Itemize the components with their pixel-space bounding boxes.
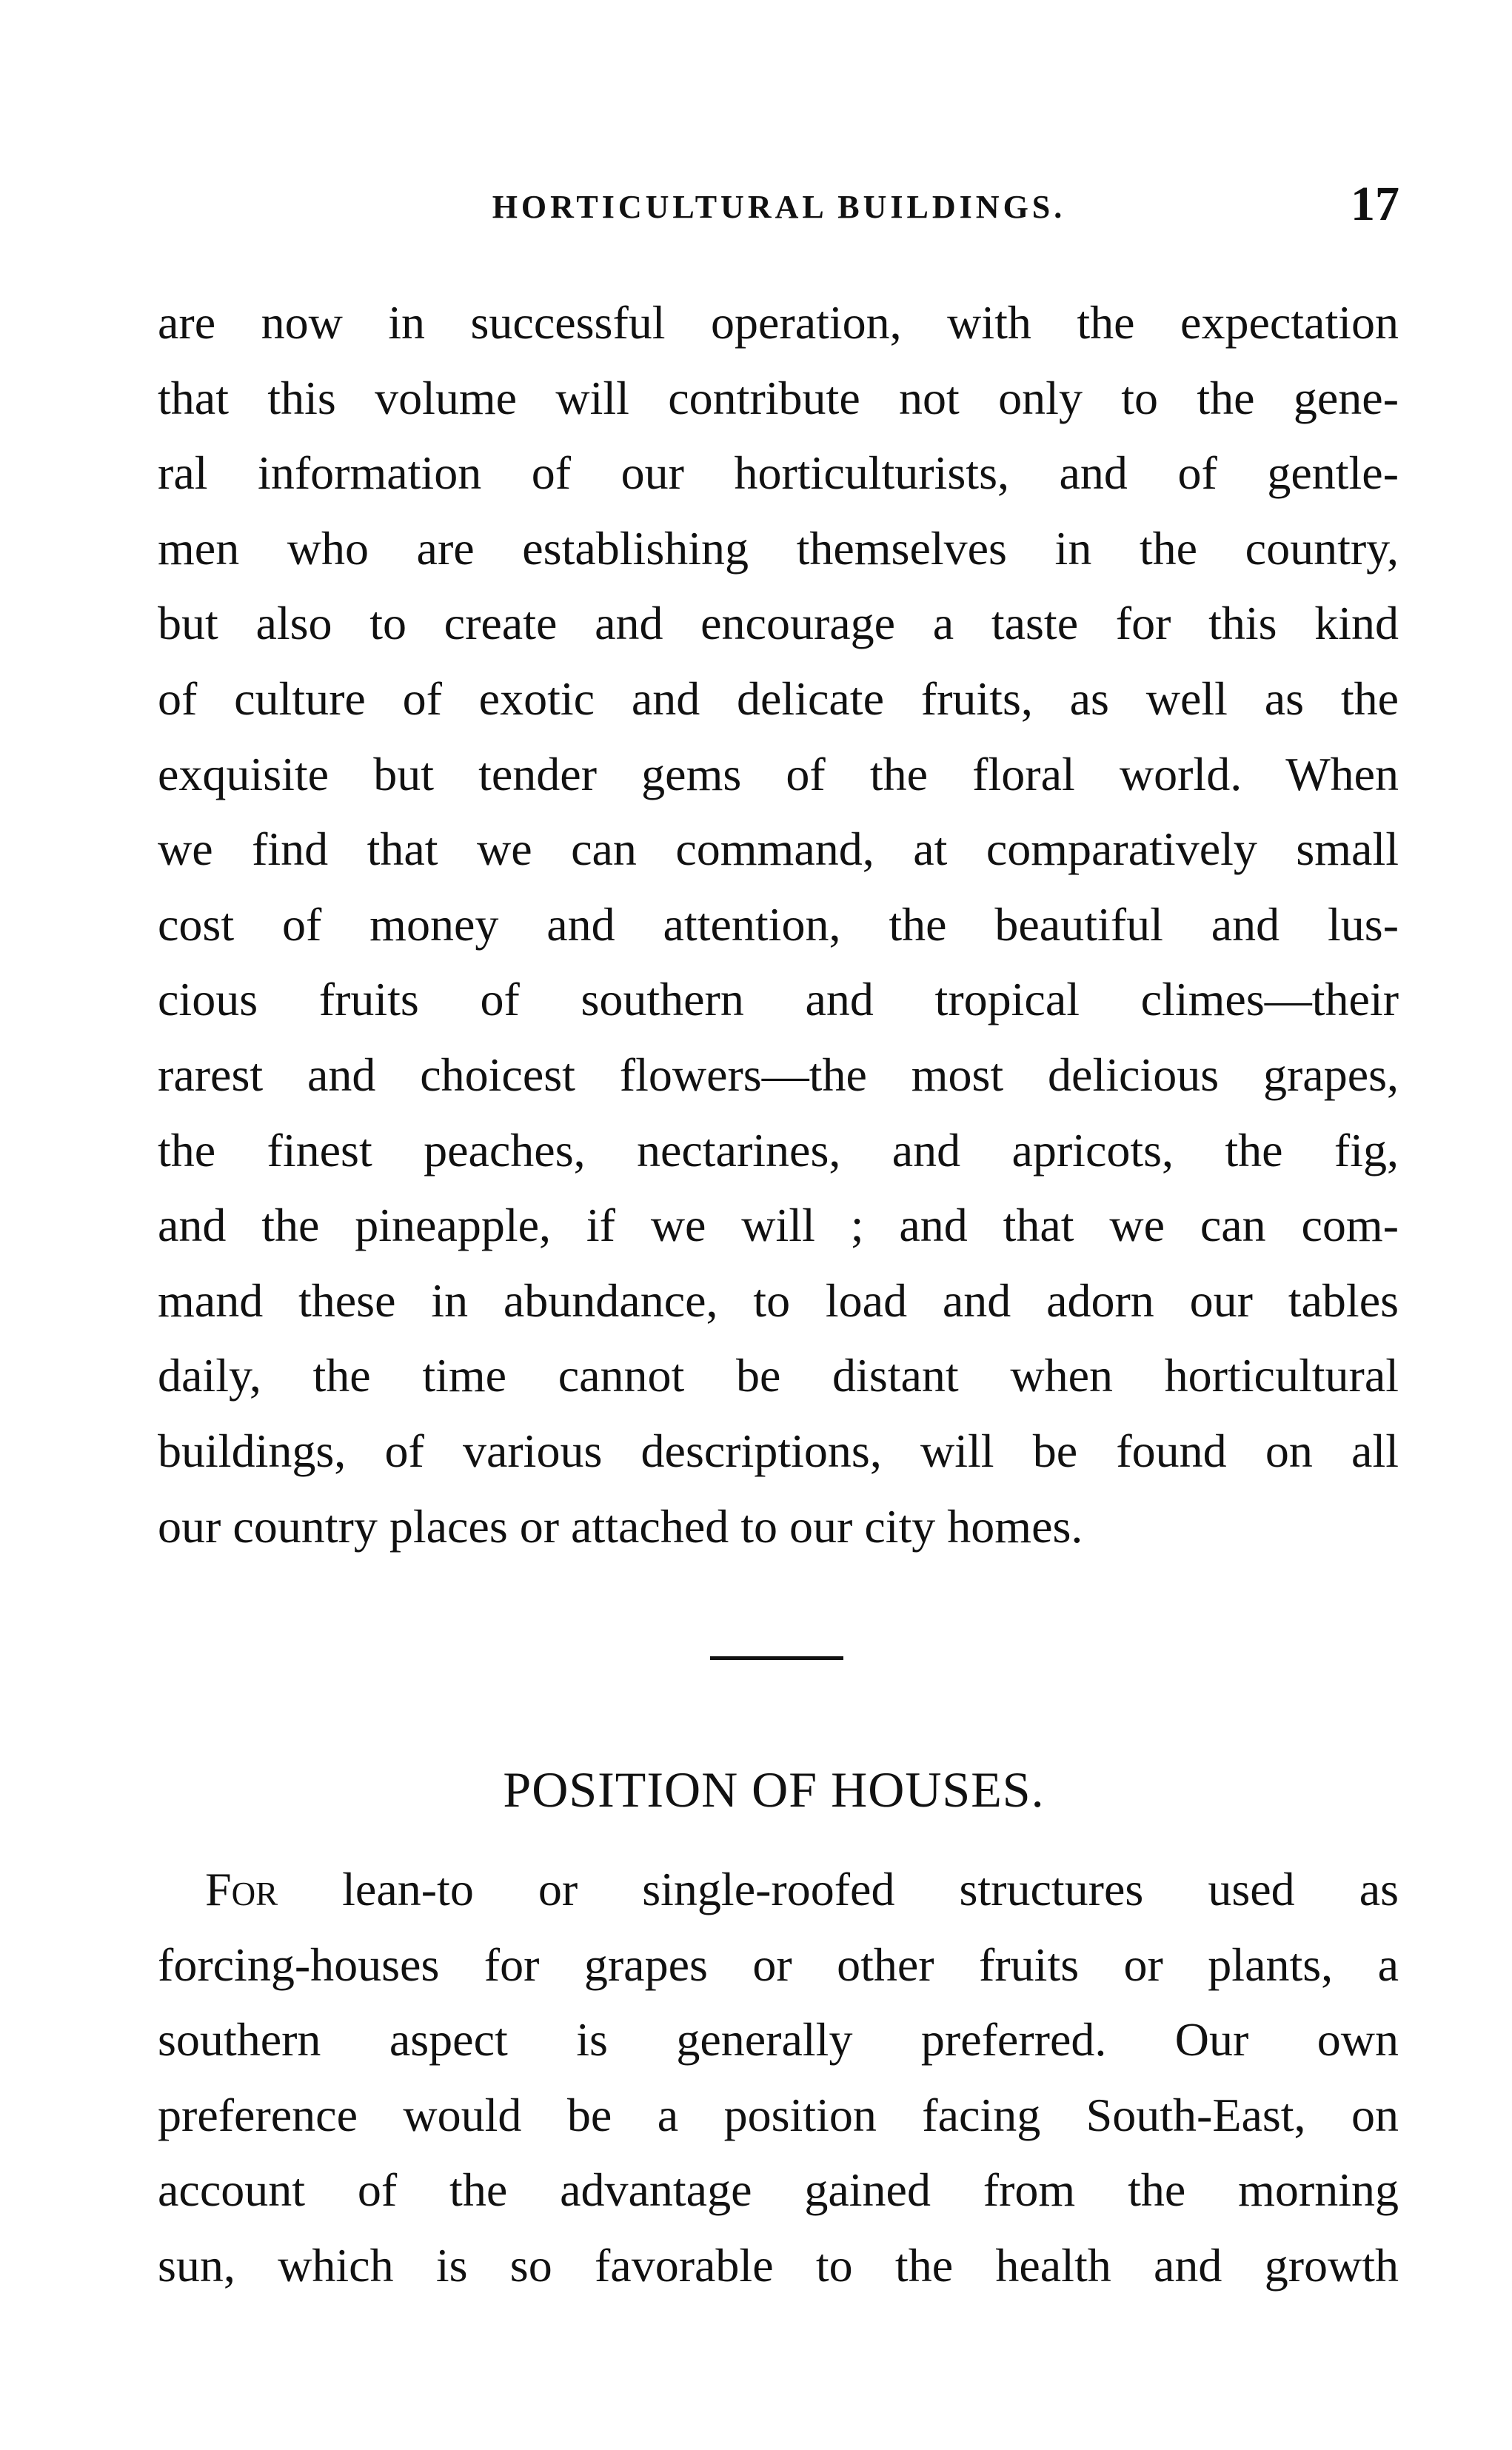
text-line: cost of money and attention, the beautiful and lus-: [158, 897, 1399, 951]
text-line: that this volume will contribute not only to the gene-: [158, 371, 1399, 424]
text-line: but also to create and encourage a taste for this kind: [158, 597, 1399, 650]
text-line: men who are establishing themselves in the country,: [158, 521, 1399, 575]
section-divider: [710, 1656, 843, 1660]
running-title: HORTICULTURAL BUILDINGS.: [492, 189, 1066, 225]
text-line: are now in successful operation, with the expectation: [158, 296, 1399, 349]
text-line: sun, which is so favorable to the health and growth: [158, 2238, 1399, 2292]
text-line: the finest peaches, nectarines, and apricots, the fig,: [158, 1123, 1399, 1177]
text-line-rest: lean-to or single-roofed structures used as: [278, 1863, 1399, 1915]
page-number: 17: [1351, 177, 1399, 231]
text-line: buildings, of various descriptions, will be found on all: [158, 1424, 1399, 1477]
text-line: our country places or attached to our city homes.: [158, 1499, 1083, 1553]
text-line: preference would be a position facing South-East, on: [158, 2088, 1399, 2141]
text-line: southern aspect is generally preferred. Our own: [158, 2013, 1399, 2066]
section-heading: POSITION OF HOUSES.: [503, 1761, 1045, 1818]
text-line: we find that we can command, at comparatively small: [158, 823, 1399, 876]
lead-word: For: [205, 1863, 278, 1915]
text-line: ral information of our horticulturists, and of gentle-: [158, 446, 1399, 500]
text-line: mand these in abundance, to load and adorn our tables: [158, 1273, 1399, 1327]
text-line: account of the advantage gained from the morning: [158, 2163, 1399, 2217]
text-line: daily, the time cannot be distant when horticultural: [158, 1349, 1399, 1402]
paragraph-2: [158, 1852, 1399, 2303]
text-line: and the pineapple, if we will ; and that we can com-: [158, 1199, 1399, 1252]
text-line: [158, 1852, 1399, 1927]
paragraph-1: [158, 285, 1399, 1564]
text-line: rarest and choicest flowers—the most delicious grapes,: [158, 1048, 1399, 1101]
text-line: exquisite but tender gems of the floral world. When: [158, 747, 1399, 800]
text-line: of culture of exotic and delicate fruits, as well as the: [158, 672, 1399, 725]
text-line: cious fruits of southern and tropical climes—their: [158, 973, 1399, 1026]
text-line: forcing-houses for grapes or other fruits or plants, a: [158, 1938, 1399, 1991]
